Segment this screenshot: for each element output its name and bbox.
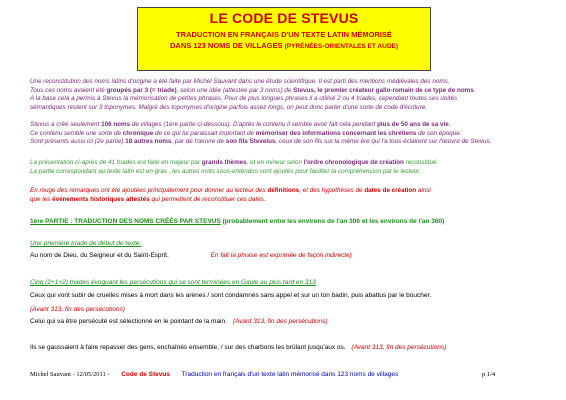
section-2-line-2 [30, 318, 328, 325]
p4-line-1b: définitions [267, 187, 300, 194]
intro-line-2b: groupés par 3 (= triade) [106, 86, 177, 94]
p2-line-1f: plus de 50 ans de sa vie [377, 121, 449, 128]
title-subtitle-2a: DANS 123 NOMS DE VILLAGES [169, 41, 283, 50]
p2-line-1d: 1ère [165, 121, 179, 128]
p2-line-1g: . [448, 121, 451, 128]
p2-line-2e: de son époque. [416, 129, 462, 137]
section-2-line-1: Ceux qui vont subir de cruelles mises à mort dans les arènes / sont condamnés sans appel et sur un ton badin, puis abattus par le boucher. [30, 292, 432, 299]
p2-line-1b: 106 noms [101, 121, 131, 128]
intro-line-3: A la base cela a permis à Stevus la mémorisation de petites phrases. Pour de plus longues phrases il a utilisé 2 ou 4 triades, cependant toutes ses unités [30, 95, 458, 103]
p4-line-2 [30, 196, 540, 205]
intro-paragraph [30, 78, 540, 112]
part-1-label: 1ère PARTIE : TRADUCTION DES NOMS CRÉÉS PAR STEVUS [30, 218, 221, 225]
p3-line-2: La partie correspondant au texte latin est en gras , les autres mots sous-entendus sont ajoutés pour faciliter la compréhension par le lecteur. [30, 167, 421, 175]
p3-line-1e: reconstitué. [403, 159, 439, 166]
title-box [137, 7, 431, 71]
p4-line-2a: que les [30, 195, 53, 203]
title-subtitle-2 [138, 40, 430, 52]
p3-line-1 [30, 159, 540, 168]
section-1-text: Au nom de Dieu, du Seigneur et du Saint-Esprit. [30, 252, 169, 259]
section-2-line-2-note: (Avant 313, fin des persécutions) [232, 318, 328, 325]
p2-line-1 [30, 121, 540, 130]
p2-line-1e: partie ci-dessous). D'après le contenu il semble avoir fait cela pendant [178, 121, 378, 128]
paragraph-2 [30, 121, 540, 147]
p3-line-1c: , et en mineur selon [246, 159, 304, 166]
section-1-label: Une première triade de début de texte. [30, 240, 142, 247]
p4-line-1c: , et des hypothèses de [299, 187, 365, 194]
page-footer [30, 371, 500, 378]
p2-line-3a: Sont présents aussi ici (2e partie) [30, 138, 126, 146]
p2-line-1a: Stevus a créé seulement [30, 121, 102, 128]
section-1-text-line [30, 252, 352, 259]
paragraph-4 [30, 187, 540, 204]
p2-line-3 [30, 138, 540, 147]
intro-line-4: sémantiques restent sur 3 toponymes. Malgré des toponymes d'origine parfois assez longs, on peut donc parler d'une sorte de code d'écriture. [30, 103, 428, 111]
p2-line-2d: mémoriser des informations concernant les chrétiens [255, 129, 417, 137]
p4-line-1e: ainsi [416, 187, 431, 194]
p2-line-3d: son fils Stevelus [225, 138, 276, 146]
title-subtitle-1: TRADUCTION EN FRANÇAIS D'UN TEXTE LATIN MÉMORISÉ [176, 30, 392, 39]
p4-line-2c: qui permettent de reconstituer ces dates. [149, 195, 266, 203]
p2-line-3e: , ceux de son fils sur la même ère qui l'a tous éclairent sur l'œuvre de Stevus. [275, 138, 492, 146]
intro-line-2c: , selon une idée (attestée par 3 noms) de [176, 86, 294, 94]
section-2-line-2-text: Celui qui va être persécuté est sélectionné en le pointant de la main. [30, 318, 227, 325]
title-subtitle-2b: (PYRÉNÉES-ORIENTALES ET AUDE) [284, 43, 399, 50]
section-2-label: Cinq (2+1+2) triades évoquant les persécutions qui se sont terminées en Gaule au plus tard en 313 [30, 279, 316, 286]
section-2-line-3 [30, 344, 446, 351]
p2-line-2 [30, 130, 540, 139]
footer-page-number: p 1/4 [482, 371, 496, 378]
p4-line-2b: événements historiques attestés [52, 195, 150, 203]
section-2-line-1-note: (Avant 313, fin des persécutions) [30, 306, 125, 313]
intro-line-2 [30, 87, 540, 96]
paragraph-3 [30, 159, 540, 176]
p2-line-3c: , par de l'œuvre de [171, 138, 226, 146]
part-1-heading [30, 217, 444, 226]
intro-line-2e: . [473, 86, 476, 94]
footer-description: Traduction en français d'un texte latin mémorisé dans 123 noms de villages [181, 371, 399, 378]
p3-line-1b: grands thèmes [201, 159, 247, 166]
p3-line-1a: La présentation ci-après de 41 triades est faite en majeur par [30, 159, 202, 166]
footer-code: Code de Stevus [121, 371, 170, 378]
p4-line-1a: En rouge des remarques ont été ajoutées principalement pour donner au lecteur des [30, 187, 268, 194]
part-1-note: (probablement entre les environs de l'an 306 et les environs de l'an 360) [222, 218, 445, 225]
p2-line-2a: Ce contenu semble une sorte de [30, 129, 123, 137]
section-2-line-3-note: (Avant 313, fin des persécutions) [351, 344, 447, 351]
intro-line-2a: Tous ces noms avaient été [30, 86, 107, 94]
p4-line-1d: dates de création [364, 187, 417, 194]
p3-line-1d: l'ordre chronologique de création [303, 159, 404, 166]
p2-line-2b: chronique [122, 129, 154, 137]
p2-line-2c: de ce qui lui paraissait important de [153, 129, 256, 137]
section-1-note: En fait la phrase est exprimée de façon indirecte) [210, 252, 352, 259]
p4-line-1 [30, 187, 540, 196]
intro-line-2d: Stevus, le premier créateur gallo-romain de ce type de noms [293, 86, 474, 94]
p2-line-1c: de villages ( [130, 121, 166, 128]
section-2-line-3-text: Ils se gaussaient à faire repasser des gens, enchaînés ensemble, / sur des charbons les brûlant jusqu'aux os. [30, 344, 346, 351]
page-title: LE CODE DE STEVUS [209, 10, 359, 26]
p2-line-3b: 18 autres noms [125, 138, 172, 146]
footer-author: Michel Sauvant - 12/05/2011 - [30, 371, 110, 378]
intro-line-1: Une reconstitution des noms latins d'origine a été faite par Michel Sauvant dans une étude scientifique. Il est parti des mentions médiévales des noms. [30, 78, 450, 85]
